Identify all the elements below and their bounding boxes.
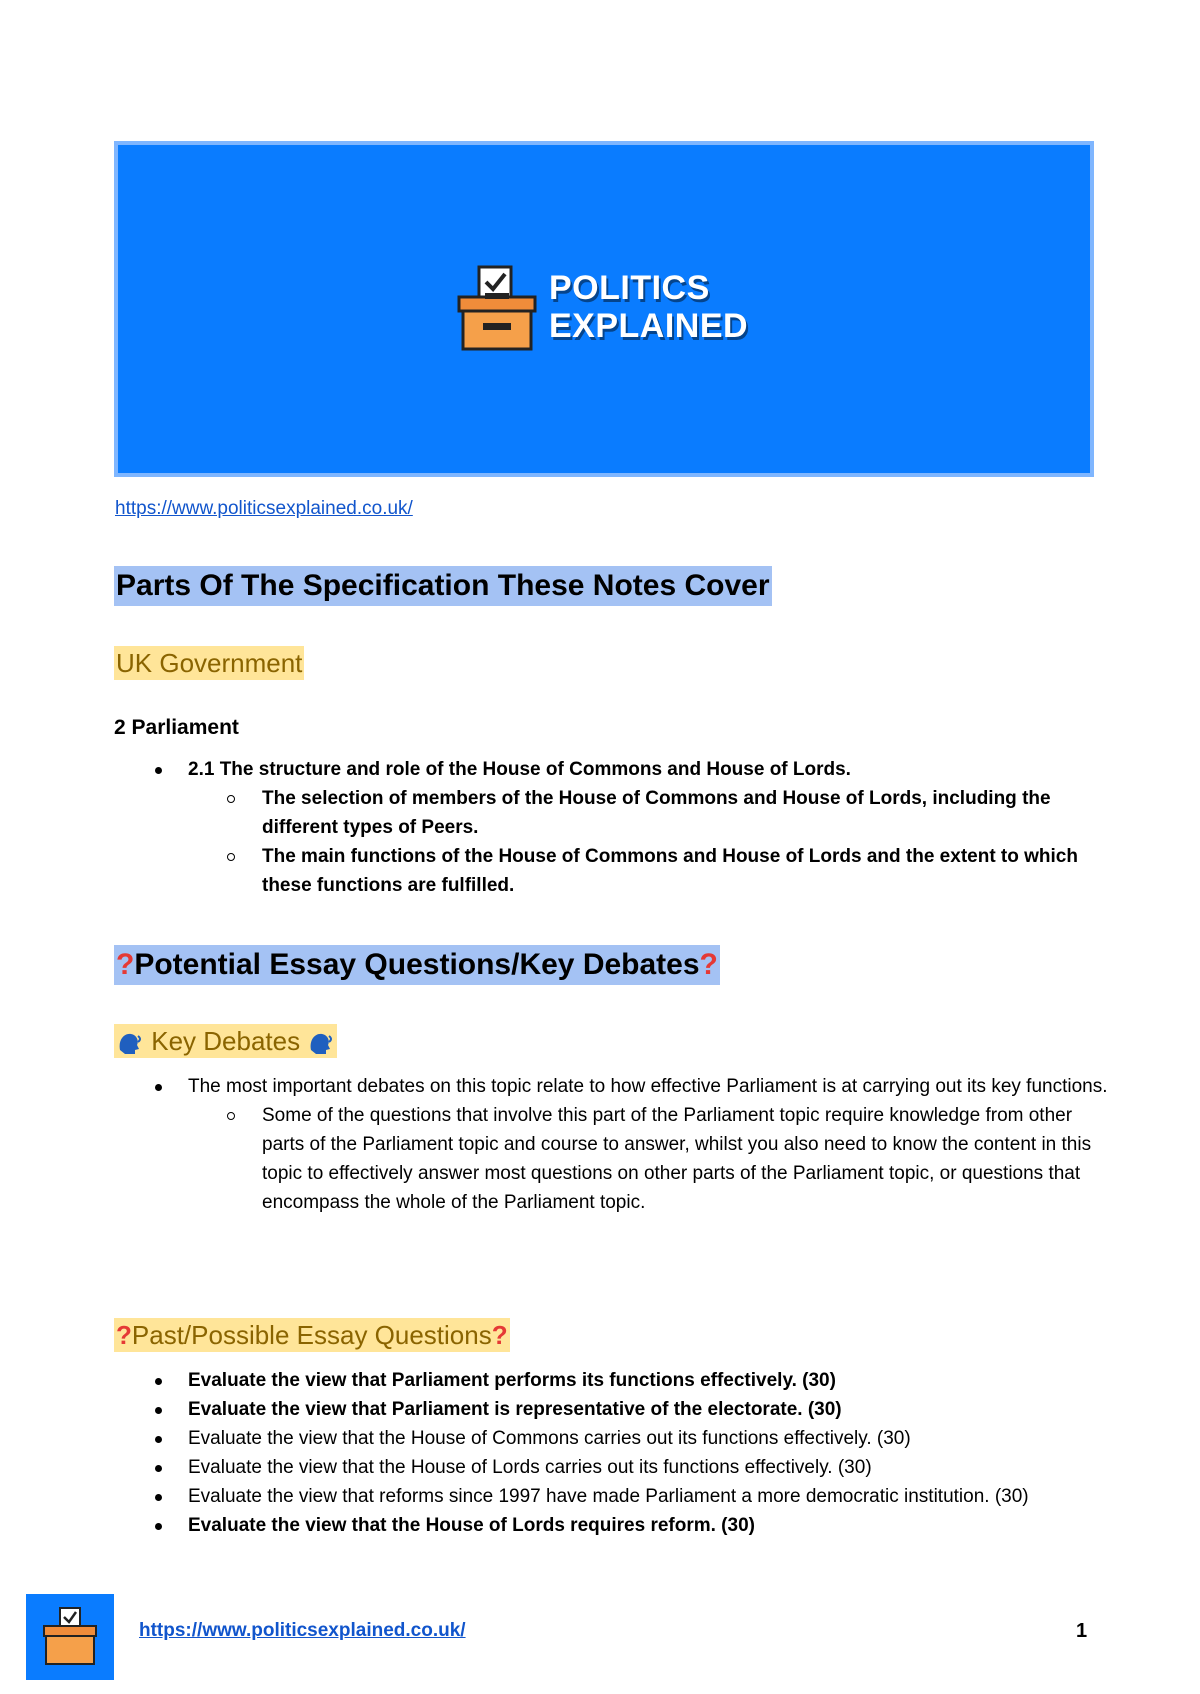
uk-government-heading: UK Government [116, 648, 303, 678]
key-debates-text: Key Debates [151, 1026, 301, 1056]
essay-question: Evaluate the view that the House of Lords carries out its functions effectively. (30) [114, 1453, 1114, 1482]
spec-subitem-functions: The main functions of the House of Commons and House of Lords and the extent to which these functions are fulfilled. [114, 842, 1114, 900]
page-number: 1 [1076, 1620, 1088, 1642]
essay-heading-text: Potential Essay Questions/Key Debates [134, 948, 700, 981]
essay-question: Evaluate the view that Parliament performs its functions effectively. (30) [114, 1366, 1114, 1395]
speaking-head-icon [307, 1030, 335, 1056]
past-questions-heading [114, 1318, 510, 1352]
website-link[interactable]: https://www.politicsexplained.co.uk/ [115, 498, 413, 519]
spec-item-2-1: 2.1 The structure and role of the House of Commons and House of Lords. [114, 755, 1114, 784]
question-mark-icon: ? [116, 1320, 132, 1350]
logo-line-1: POLITICS [549, 269, 710, 307]
past-questions-text: Past/Possible Essay Questions [131, 1320, 492, 1350]
question-mark-icon: ? [116, 948, 135, 981]
key-debate-item: The most important debates on this topic relate to how effective Parliament is at carrying out its key functions. [114, 1072, 1114, 1101]
spec-subitem-selection: The selection of members of the House of Commons and House of Lords, including the different types of Peers. [114, 784, 1114, 842]
essay-question: Evaluate the view that the House of Lords requires reform. (30) [114, 1511, 1114, 1540]
essay-questions-heading [114, 945, 720, 985]
logo-text [549, 269, 748, 345]
politics-explained-logo [455, 263, 775, 355]
key-debates-list [114, 1072, 1114, 1217]
parliament-heading: 2 Parliament [114, 716, 239, 739]
footer-website-link[interactable]: https://www.politicsexplained.co.uk/ [139, 1620, 466, 1641]
essay-question: Evaluate the view that the House of Commons carries out its functions effectively. (30) [114, 1424, 1114, 1453]
essay-question: Evaluate the view that reforms since 1997 have made Parliament a more democratic institution. (30) [114, 1482, 1114, 1511]
key-debates-heading [114, 1024, 337, 1058]
essay-question: Evaluate the view that Parliament is representative of the electorate. (30) [114, 1395, 1114, 1424]
spec-heading: Parts Of The Specification These Notes Cover [114, 566, 772, 606]
ballot-box-icon [26, 1594, 114, 1680]
logo-line-2: EXPLAINED [549, 307, 749, 345]
question-mark-icon: ? [491, 1320, 508, 1350]
spec-list [114, 755, 1114, 900]
speaking-head-icon [116, 1030, 144, 1056]
key-debate-subitem: Some of the questions that involve this part of the Parliament topic require knowledge from other parts of the Parliament topic and course to answer, whilst you also need to know the content in this topic to effectively answer most questions on other parts of the Parliament topic, or questions that encompass the whole of the Parliament topic. [114, 1101, 1114, 1217]
question-mark-icon: ? [699, 948, 718, 981]
essay-questions-list [114, 1366, 1114, 1540]
header-banner [114, 141, 1094, 477]
ballot-box-icon [455, 263, 539, 351]
footer-logo [26, 1594, 114, 1680]
